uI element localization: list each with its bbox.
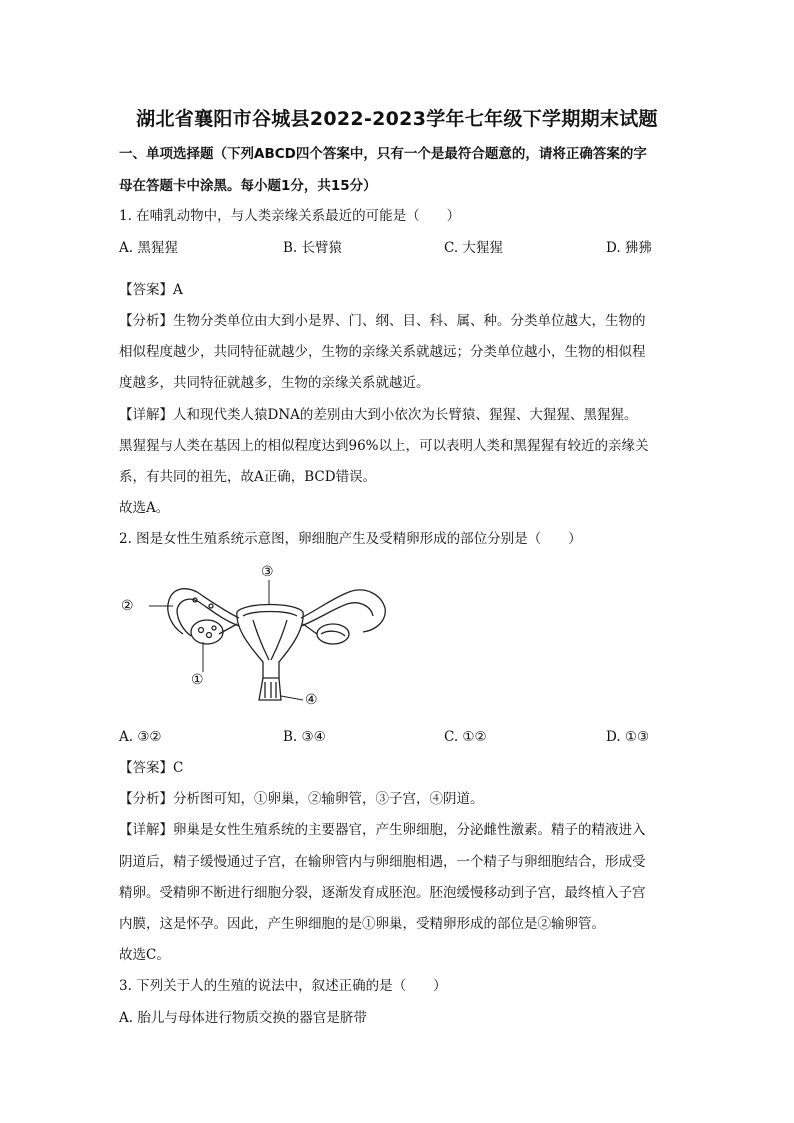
question-1-analysis-line: 【分析】生物分类单位由大到小是界、门、纲、目、科、属、种。分类单位越大，生物的 — [119, 313, 646, 329]
question-2-option-d: D. ①③ — [606, 729, 650, 745]
question-1-option-b: B. 长臂猿 — [283, 240, 343, 256]
question-2-option-a: A. ③② — [119, 729, 162, 745]
question-1-detail-line: 黑猩猩与人类在基因上的相似程度达到96%以上，可以表明人类和黑猩猩有较近的亲缘关 — [119, 438, 649, 454]
question-1-option-a: A. 黑猩猩 — [119, 240, 178, 256]
question-1-stem: 1. 在哺乳动物中，与人类亲缘关系最近的可能是（ ） — [119, 208, 461, 224]
section-heading-line-2: 母在答题卡中涂黑。每小题1分，共15分） — [119, 178, 377, 194]
question-2-option-c: C. ①② — [444, 729, 487, 745]
question-2-analysis-line: 【分析】分析图可知，①卵巢，②输卵管，③子宫，④阴道。 — [119, 791, 484, 807]
page-title: 湖北省襄阳市谷城县2022-2023学年七年级下学期期末试题 — [136, 108, 658, 130]
question-1-detail-line: 【详解】人和现代类人猿DNA的差别由大到小依次为长臂猿、猩猩、大猩猩、黑猩猩。 — [119, 407, 638, 423]
reproductive-system-illustration — [119, 560, 419, 720]
female-reproductive-system-diagram — [119, 560, 419, 720]
question-2-answer: 【答案】C — [119, 760, 184, 776]
question-1-option-c: C. 大猩猩 — [444, 240, 503, 256]
section-heading-line-1: 一、单项选择题（下列ABCD四个答案中，只有一个是最符合题意的，请将正确答案的字 — [119, 146, 647, 162]
figure-label-ovary: ① — [191, 672, 204, 688]
question-1-analysis-line: 相似程度越少，共同特征就越少，生物的亲缘关系就越远；分类单位越小，生物的相似程 — [119, 344, 646, 360]
figure-label-vagina: ④ — [305, 692, 318, 708]
question-3-option-a: A. 胎儿与母体进行物质交换的器官是脐带 — [119, 1010, 367, 1026]
figure-label-oviduct: ② — [121, 598, 134, 614]
question-2-detail-line: 阴道后，精子缓慢通过子宫，在输卵管内与卵细胞相遇，一个精子与卵细胞结合，形成受 — [119, 854, 646, 870]
question-1-answer: 【答案】A — [119, 282, 183, 298]
question-2-conclusion: 故选C。 — [119, 947, 170, 963]
figure-label-uterus: ③ — [261, 564, 274, 580]
question-2-stem: 2. 图是女性生殖系统示意图，卵细胞产生及受精卵形成的部位分别是（ ） — [119, 531, 582, 547]
question-1-conclusion: 故选A。 — [119, 500, 170, 516]
question-2-option-b: B. ③④ — [283, 729, 326, 745]
question-2-detail-line: 内膜，这是怀孕。因此，产生卵细胞的是①卵巢，受精卵形成的部位是②输卵管。 — [119, 916, 605, 932]
question-2-detail-line: 精卵。受精卵不断进行细胞分裂，逐渐发育成胚泡。胚泡缓慢移动到子宫，最终植入子宫 — [119, 885, 646, 901]
question-1-option-d: D. 狒狒 — [606, 240, 652, 256]
question-3-stem: 3. 下列关于人的生殖的说法中，叙述正确的是（ ） — [119, 978, 447, 994]
question-2-detail-line: 【详解】卵巢是女性生殖系统的主要器官，产生卵细胞，分泌雌性激素。精子的精液进入 — [119, 822, 646, 838]
question-1-analysis-line: 度越多，共同特征就越多，生物的亲缘关系就越近。 — [119, 375, 430, 391]
question-1-detail-line: 系，有共同的祖先，故A正确，BCD错误。 — [119, 469, 377, 485]
